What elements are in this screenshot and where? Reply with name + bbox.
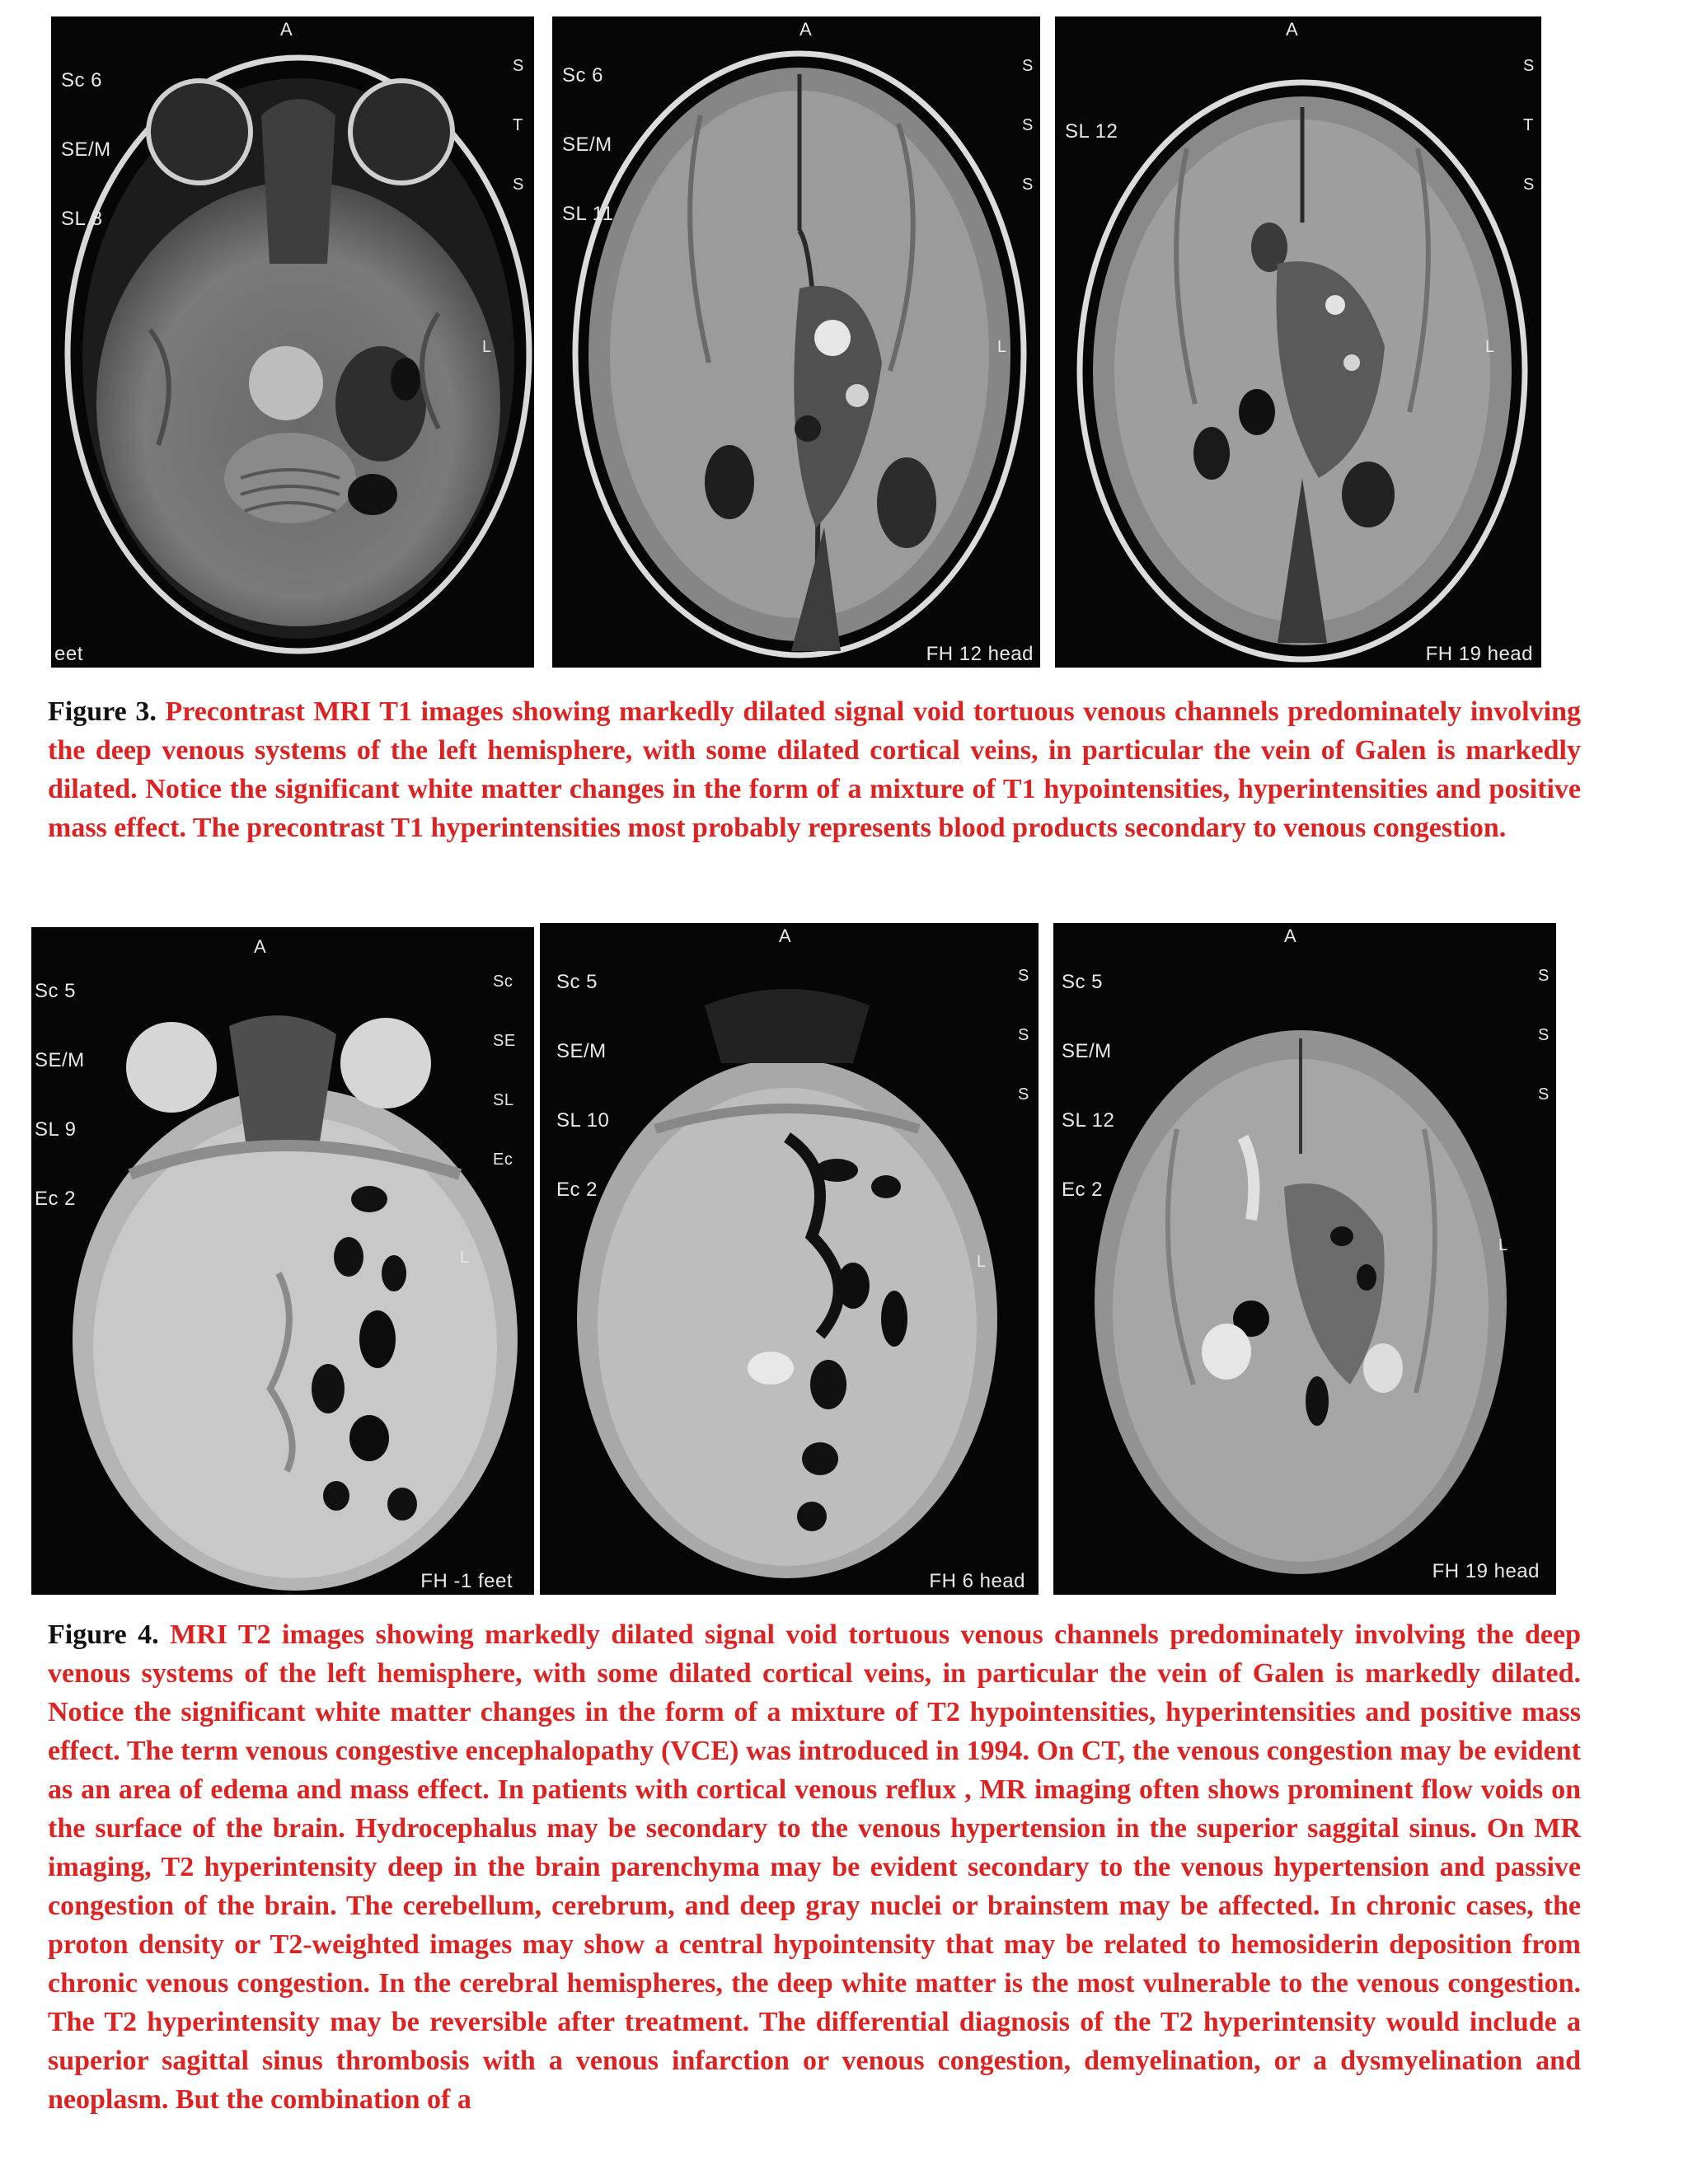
- table-position-label: FH 19 head: [1425, 643, 1533, 665]
- left-marker: L: [482, 338, 492, 356]
- anterior-marker: A: [280, 19, 293, 40]
- left-marker: L: [997, 338, 1007, 356]
- scan-info-overlay: Sc 5 SE/M SL 9 Ec 2: [35, 980, 85, 1210]
- anterior-marker: A: [1286, 19, 1299, 40]
- figure-label: Figure 4.: [48, 1619, 159, 1650]
- right-edge-label: Sc SE SL Ec: [493, 972, 516, 1169]
- mri-axial-t2-image: [540, 923, 1039, 1595]
- caption-text: MRI T2 images showing markedly dilated signal void tortuous venous channels predominately involving the deep venous systems of the left hemisphere, with some dilated cortical veins, in particular the vein of Galen is markedly dilated. Notice the significant white matter changes in the form of a mixture of T2 hypointensities, hyperintensities and positive mass effect. The term venous congestive encephalopathy (VCE) was introduced in 1994. On CT, the venous congestion may be evident as an area of edema and mass effect. In patients with cortical venous reflux , MR imaging often shows prominent flow voids on the surface of the brain. Hydrocephalus may be secondary to the venous hypertension in the superior saggital sinus. On MR imaging, T2 hyperintensity deep in the brain parenchyma may be evident secondary to the venous hypertension and passive congestion of the brain. The cerebellum, cerebrum, and deep gray nuclei or brainstem may be affected. In chronic cases, the proton density or T2-weighted images may show a central hypointensity that may be related to hemosiderin deposition from chronic venous congestion. In the cerebral hemispheres, the deep white matter is the most vulnerable to the venous congestion. The T2 hyperintensity may be reversible after treatment. The differential diagnosis of the T2 hyperintensity would include a superior sagittal sinus thrombosis with a venous infarction or venous congestion, demyelination, or a dysmyelination and neoplasm. But the combination of a: [48, 1619, 1582, 2115]
- left-marker: L: [1485, 338, 1495, 356]
- figure-4-mri-panel-2: [540, 923, 1039, 1595]
- scan-info-overlay: Sc 5 SE/M SL 12 Ec 2: [1062, 971, 1115, 1201]
- anterior-marker: A: [1284, 926, 1297, 946]
- figure-3-caption: [48, 692, 1581, 847]
- right-edge-label: S S S: [1538, 967, 1550, 1104]
- caption-text: Precontrast MRI T1 images showing markedly dilated signal void tortuous venous channels predominately involving the deep venous systems of the left hemisphere, with some dilated cortical veins, in particular the vein of Galen is markedly dilated. Notice the significant white matter changes in the form of a mixture of T1 hypointensities, hyperintensities and positive mass effect. The precontrast T1 hyperintensities most probably represents blood products secondary to venous congestion.: [48, 696, 1581, 843]
- left-marker: L: [977, 1253, 987, 1271]
- mri-axial-t1-image: [1055, 16, 1541, 668]
- table-position-label: eet: [54, 643, 83, 665]
- figure-4-caption: [48, 1615, 1581, 2119]
- anterior-marker: A: [254, 936, 267, 957]
- right-edge-label: S T S: [513, 57, 524, 194]
- table-position-label: FH 6 head: [929, 1570, 1025, 1592]
- anterior-marker: A: [779, 926, 792, 946]
- scan-info-overlay: Sc 6 SE/M SL 8: [61, 69, 111, 230]
- figure-4-mri-panel-3: [1053, 923, 1556, 1595]
- left-marker: L: [460, 1249, 470, 1267]
- scan-info-overlay: Sc 6 SE/M SL 11: [562, 64, 614, 225]
- left-marker: L: [1498, 1236, 1508, 1254]
- anterior-marker: A: [799, 19, 813, 40]
- table-position-label: FH -1 feet: [420, 1570, 513, 1592]
- mri-axial-t1-image: [51, 16, 534, 668]
- figure-3-mri-panel-2: [552, 16, 1040, 668]
- figure-3-mri-panel-1: [51, 16, 534, 668]
- right-edge-label: S T S: [1523, 57, 1535, 194]
- table-position-label: FH 12 head: [926, 643, 1034, 665]
- right-edge-label: S S S: [1018, 967, 1029, 1104]
- scan-info-overlay: SL 12: [1065, 120, 1118, 143]
- scan-info-overlay: Sc 5 SE/M SL 10 Ec 2: [556, 971, 610, 1201]
- figure-label: Figure 3.: [48, 696, 157, 727]
- right-edge-label: S S S: [1022, 57, 1034, 194]
- mri-axial-t2-image: [31, 927, 534, 1595]
- figure-3-mri-panel-3: [1055, 16, 1541, 668]
- table-position-label: FH 19 head: [1432, 1560, 1540, 1582]
- figure-4-mri-panel-1: [31, 927, 534, 1595]
- mri-axial-t1-image: [552, 16, 1040, 668]
- mri-axial-t2-image: [1053, 923, 1556, 1595]
